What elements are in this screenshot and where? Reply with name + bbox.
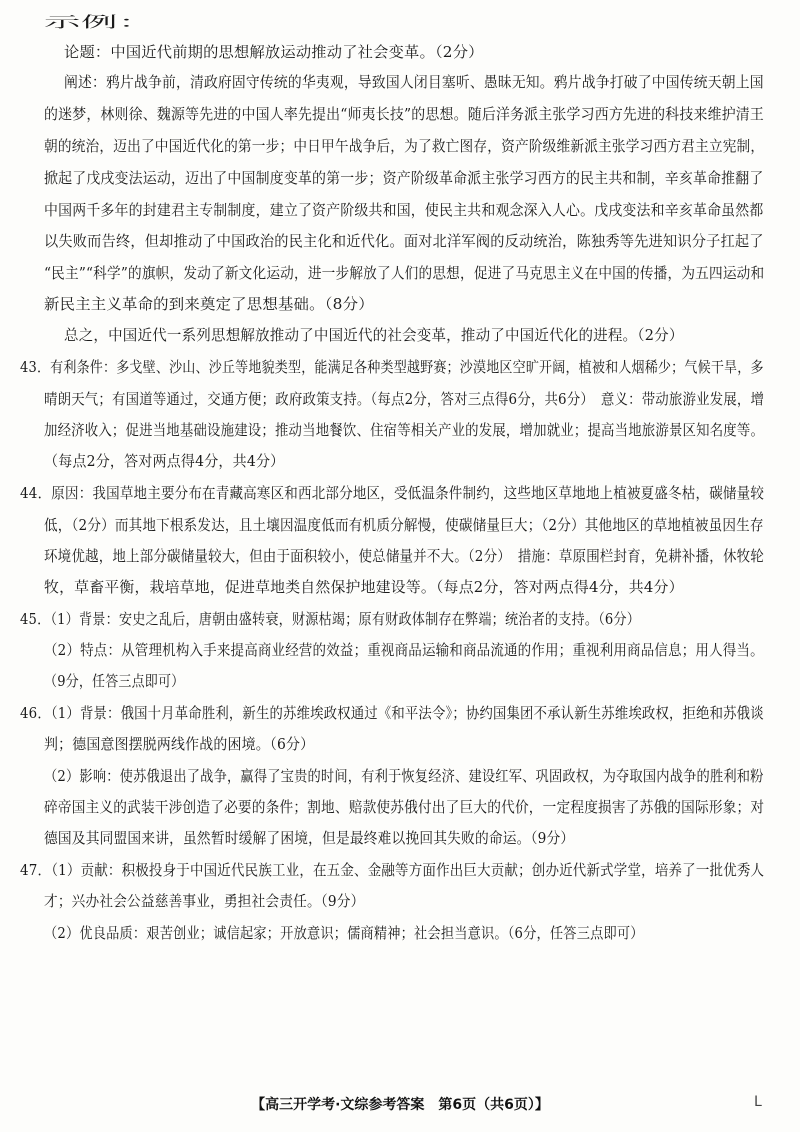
answer-46-line: 判；德国意图摆脱两线作战的困境。（6分） <box>44 736 315 753</box>
essay-line: “民主”“科学”的旗帜，发动了新文化运动，进一步解放了人们的思想，促进了马克思主义在中国的传播，为五四运动和 <box>44 265 765 282</box>
answer-45-line: （9分，任答三点即可） <box>44 673 185 690</box>
answer-44-line: 44．原因：我国草地主要分布在青藏高寒区和西北部分地区，受低温条件制约，这些地区草地地上植被夏盛冬枯，碳储量较 <box>20 485 765 502</box>
summary-line: 总之，中国近代一系列思想解放推动了中国近代的社会变革，推动了中国近代化的进程。（2分） <box>64 327 684 344</box>
answer-43-line: 晴朗天气；有国道等通过，交通方便；政府政策支持。（每点2分，答对三点得6分，共6分） 意义：带动旅游业发展，增 <box>44 391 765 408</box>
corner-mark: L <box>754 1094 762 1110</box>
answer-47-line: （2）优良品质：艰苦创业；诚信起家；开放意识；儒商精神；社会担当意识。（6分，任答三点即可） <box>44 925 644 942</box>
answer-45-line: （2）特点：从管理机构入手来提高商业经营的效益；重视商品运输和商品流通的作用；重视利用商品信息；用人得当。 <box>44 642 764 659</box>
answer-44-line: 低，（2分）而其地下根系发达，且土壤因温度低而有机质分解慢，使碳储量巨大；（2分）其他地区的草地植被虽因生存 <box>44 517 764 534</box>
thesis-line: 论题：中国近代前期的思想解放运动推动了社会变革。（2分） <box>64 44 484 61</box>
answer-47-line: 才；兴办社会公益慈善事业，勇担社会责任。（9分） <box>44 893 365 910</box>
answer-44-line: 环境优越，地上部分碳储量较大，但由于面积较小，使总储量并不大。（2分） 措施：草原围栏封育，免耕补播，休牧轮 <box>44 548 764 565</box>
essay-line: 掀起了戊戌变法运动，迈出了中国制度变革的第一步；资产阶级革命派主张学习西方的民主共和制，辛亥革命推翻了 <box>44 170 764 187</box>
answer-47-line: 47．（1）贡献：积极投身于中国近代民族工业，在五金、金融等方面作出巨大贡献；创办近代新式学堂，培养了一批优秀人 <box>20 862 765 879</box>
essay-line: 朝的统治，迈出了中国近代化的第一步；中日甲午战争后，为了救亡图存，资产阶级维新派主张学习西方君主立宪制， <box>44 138 765 155</box>
answer-43-line: （每点2分，答对两点得4分，共4分） <box>44 453 285 470</box>
answer-46-line: 碎帝国主义的武装干涉创造了必要的条件；割地、赔款使苏俄付出了巨大的代价，一定程度损害了苏俄的国际形象；对 <box>44 799 765 816</box>
example-heading: 示例： <box>44 14 155 31</box>
essay-line: 新民主主义革命的到来奠定了思想基础。（8分） <box>44 296 374 313</box>
answer-43-line: 加经济收入；促进当地基础设施建设；推动当地餐饮、住宿等相关产业的发展，增加就业；提高当地旅游景区知名度等。 <box>44 422 765 439</box>
answer-46-line: 46．（1）背景：俄国十月革命胜利，新生的苏维埃政权通过《和平法令》；协约国集团不承认新生苏维埃政权，拒绝和苏俄谈 <box>20 705 764 722</box>
essay-line: 的迷梦，林则徐、魏源等先进的中国人率先提出“师夷长技”的思想。随后洋务派主张学习西方先进的科技来维护清王 <box>44 106 765 123</box>
answer-46-line: （2）影响：使苏俄退出了战争，赢得了宝贵的时间，有利于恢复经济、建设红军、巩固政权，为夺取国内战争的胜利和粉 <box>44 768 764 785</box>
answer-45-line: 45．（1）背景：安史之乱后，唐朝由盛转衰，财源枯竭；原有财政体制存在弊端；统治者的支持。（6分） <box>20 611 641 628</box>
page-footer: 【高三开学考·文综参考答案 第6页（共6页）】 <box>251 1097 549 1113</box>
answer-43-line: 43．有利条件：多戈壁、沙山、沙丘等地貌类型，能满足各种类型越野赛；沙漠地区空旷开阔，植被和人烟稀少；气候干旱，多 <box>20 359 764 376</box>
essay-line: 阐述：鸦片战争前，清政府固守传统的华夷观，导致国人闭目塞听、愚昧无知。鸦片战争打破了中国传统天朝上国 <box>64 74 764 91</box>
answer-46-line: 德国及其同盟国来讲，虽然暂时缓解了困境，但是最终难以挽回其失败的命运。（9分） <box>44 830 575 847</box>
answer-44-line: 牧，草畜平衡，栽培草地，促进草地类自然保护地建设等。（每点2分，答对两点得4分，共4分） <box>44 579 684 596</box>
essay-line: 以失败而告终，但却推动了中国政治的民主化和近代化。面对北洋军阀的反动统治，陈独秀等先进知识分子扛起了 <box>44 233 764 250</box>
essay-line: 中国两千多年的封建君主专制制度，建立了资产阶级共和国，使民主共和观念深入人心。戊戌变法和辛亥革命虽然都 <box>44 202 764 219</box>
